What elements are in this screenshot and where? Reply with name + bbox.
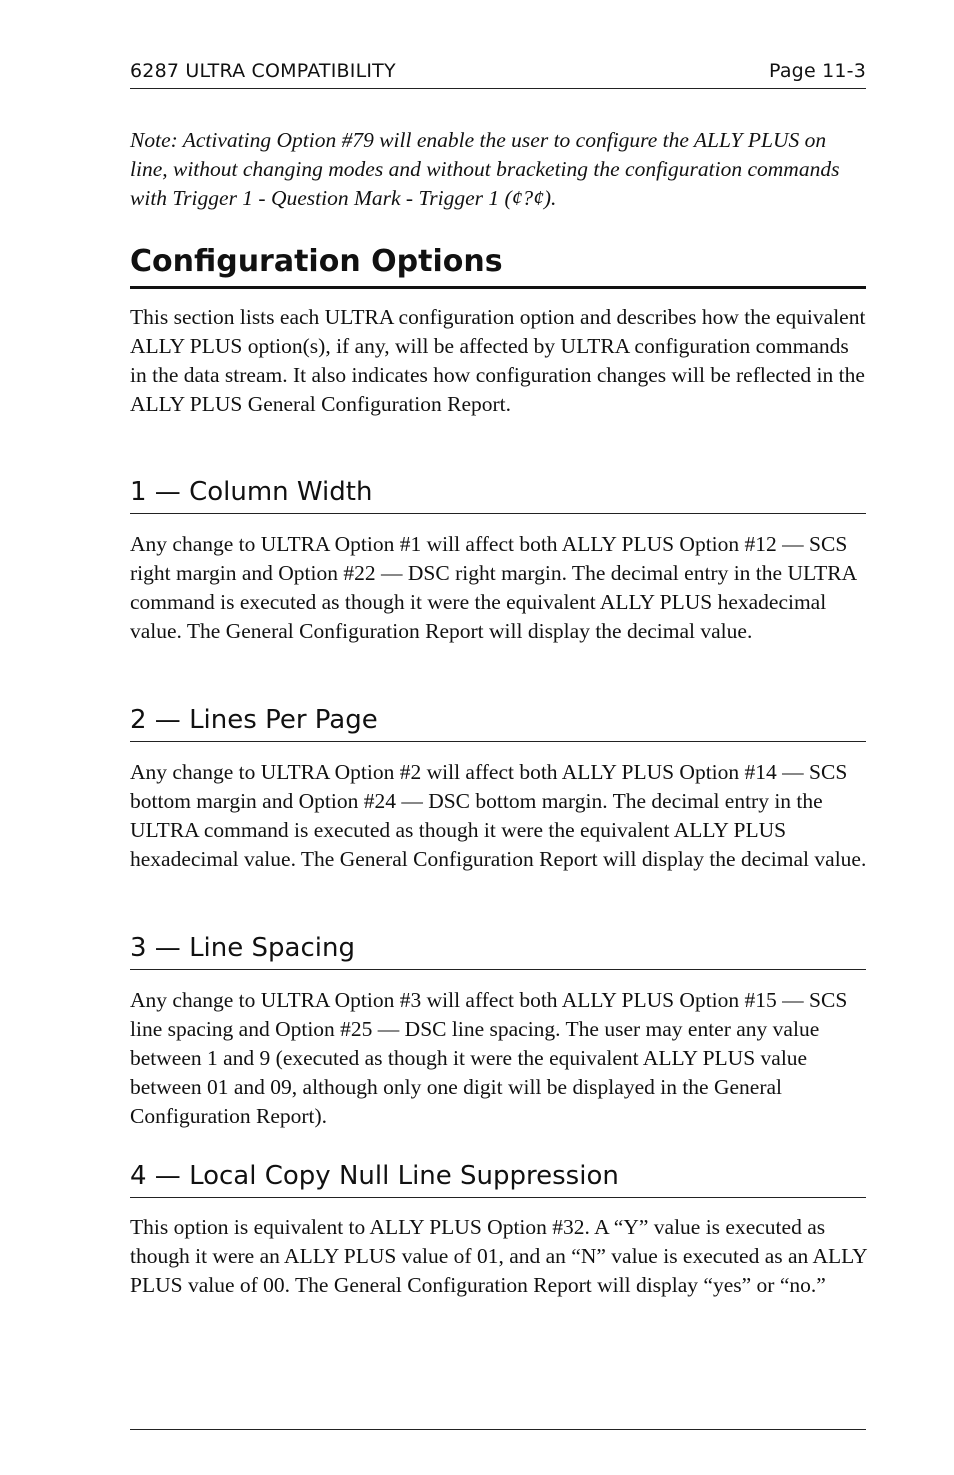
- footer-rule: [130, 1429, 866, 1430]
- option-heading-null-line-suppression: 4 — Local Copy Null Line Suppression: [130, 1159, 866, 1198]
- section-title: Configuration Options: [130, 240, 866, 289]
- note-paragraph: Note: Activating Option #79 will enable the user to configure the ALLY PLUS on line, without changing modes and without bracketing the configuration commands with Trigger 1 - Question Mark - Trigger 1 (¢?¢).: [130, 128, 840, 210]
- page-number: Page 11-3: [769, 60, 866, 82]
- option-body-column-width: Any change to ULTRA Option #1 will affect both ALLY PLUS Option #12 — SCS right margin and Option #22 — DSC right margin. The decimal entry in the ULTRA command is executed as though it were the equivalent ALLY PLUS hexadecimal value. The General Configuration Report will display the decimal value.: [130, 532, 856, 643]
- option-heading-column-width: 1 — Column Width: [130, 475, 866, 514]
- option-heading-lines-per-page: 2 — Lines Per Page: [130, 703, 866, 742]
- section-intro: This section lists each ULTRA configuration option and describes how the equivalent ALLY PLUS option(s), if any, will be affected by ULTRA configuration commands in the data stream. It also indicates how configuration changes will be reflected in the ALLY PLUS General Configuration Report.: [130, 305, 866, 416]
- option-body-null-line-suppression: This option is equivalent to ALLY PLUS Option #32. A “Y” value is executed as though it were an ALLY PLUS value of 01, and an “N” value is executed as an ALLY PLUS value of 00. The General Configuration Report will display “yes” or “no.”: [130, 1215, 867, 1297]
- header-title: 6287 ULTRA COMPATIBILITY: [130, 60, 396, 82]
- option-body-line-spacing: Any change to ULTRA Option #3 will affect both ALLY PLUS Option #15 — SCS line spacing and Option #25 — DSC line spacing. The user may enter any value between 1 and 9 (executed as though it were the equivalent ALLY PLUS value between 01 and 09, although only one digit will be displayed in the General Configuration Report).: [130, 988, 848, 1128]
- option-heading-line-spacing: 3 — Line Spacing: [130, 931, 866, 970]
- option-body-lines-per-page: Any change to ULTRA Option #2 will affect both ALLY PLUS Option #14 — SCS bottom margin and Option #24 — DSC bottom margin. The decimal entry in the ULTRA command is executed as though it were the equivalent ALLY PLUS hexadecimal value. The General Configuration Report will display the decimal value.: [130, 760, 867, 871]
- document-page: [130, 0, 866, 1475]
- running-header: [130, 58, 866, 89]
